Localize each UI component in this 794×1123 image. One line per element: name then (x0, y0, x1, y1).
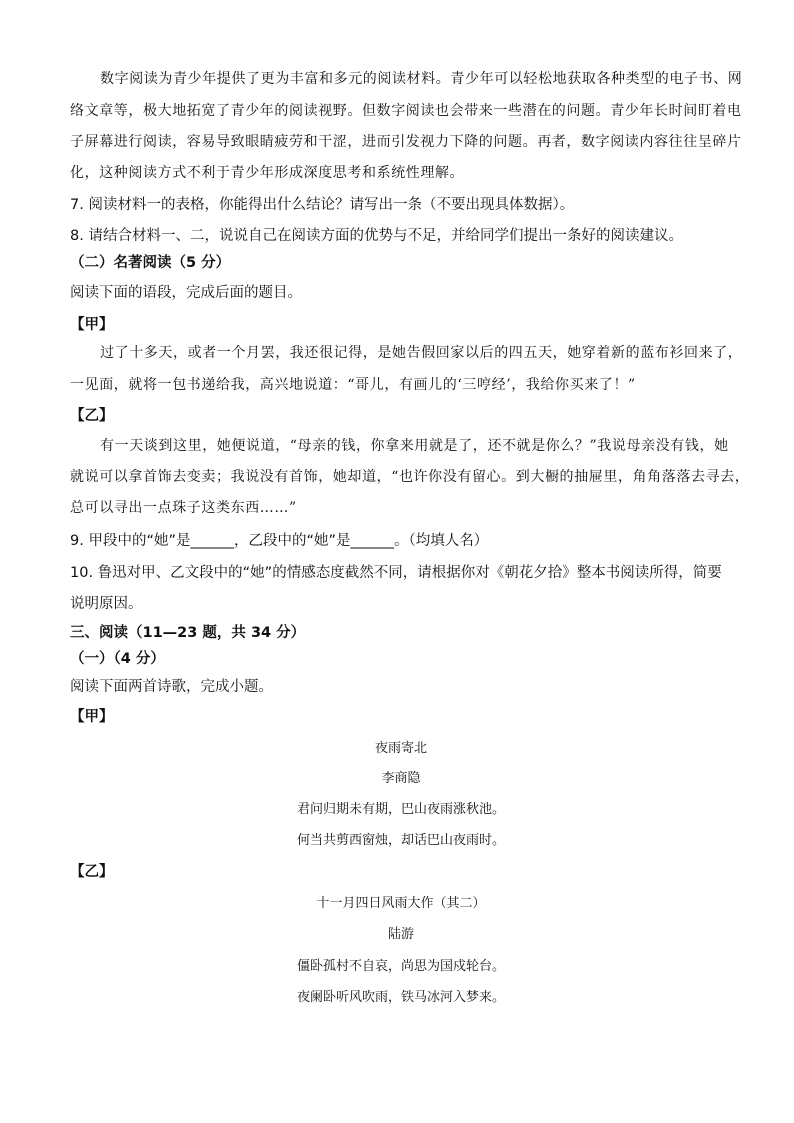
section-2-instruction: 阅读下面的语段，完成后面的题目。 (70, 285, 302, 301)
jia-label: 【甲】 (70, 317, 114, 333)
poem-2-line-2: 夜阑卧听风吹雨，铁马冰河入梦来。 (296, 990, 505, 1005)
section-3-instruction: 阅读下面两首诗歌，完成小题。 (70, 679, 273, 695)
question-9: 9. 甲段中的“她”是______，乙段中的“她”是______。（均填人名） (70, 533, 489, 549)
poem-1-title: 夜雨寄北 (374, 741, 427, 756)
yi-passage-line-1: 有一天谈到这里，她便说道，“母亲的钱，你拿来用就是了，还不就是你么？”我说母亲没有钱，她 (100, 438, 729, 454)
yi-passage-line-3: 总可以寻出一点珠子这类东西……” (70, 500, 297, 516)
question-10-line-2: 说明原因。 (70, 596, 143, 612)
jia-passage-line-2: 一见面，就将一包书递给我，高兴地说道：“哥儿，有画儿的‘三哼经’，我给你买来了！” (70, 377, 636, 393)
poem-yi-label: 【乙】 (70, 864, 114, 880)
question-8: 8. 请结合材料一、二，说说自己在阅读方面的优势与不足，并给同学们提出一条好的阅读建议。 (70, 228, 683, 244)
material-line-4: 化，这种阅读方式不利于青少年形成深度思考和系统性理解。 (70, 165, 465, 181)
section-2-heading: （二）名著阅读（5 分） (70, 255, 231, 271)
question-7: 7. 阅读材料一的表格，你能得出什么结论？请写出一条（不要出现具体数据）。 (70, 197, 575, 213)
question-10-line-1: 10. 鲁迅对甲、乙文段中的“她”的情感态度截然不同，请根据你对《朝花夕拾》整本书阅读所得，简要 (70, 565, 722, 581)
poem-2-title: 十一月四日风雨大作（其二） (316, 896, 486, 911)
material-line-3: 子屏幕进行阅读，容易导致眼睛疲劳和干涩，进而引发视力下降的问题。再者，数字阅读内容往往呈碎片 (70, 134, 742, 150)
yi-label: 【乙】 (70, 408, 114, 424)
poem-jia-label: 【甲】 (70, 709, 114, 725)
poem-1-line-2: 何当共剪西窗烛，却话巴山夜雨时。 (296, 833, 505, 848)
poem-2-line-1: 僵卧孤村不自哀，尚思为国戍轮台。 (296, 959, 505, 974)
poem-2-author: 陆游 (387, 927, 414, 942)
section-3-subheading: （一）（4 分） (70, 651, 165, 667)
section-3-heading: 三、阅读（11—23 题，共 34 分） (70, 625, 306, 641)
poem-1-author: 李商隐 (381, 771, 421, 786)
yi-passage-line-2: 就说可以拿首饰去变卖；我说没有首饰，她却道，“也许你没有留心。到大橱的抽屉里，角角落落去寻去， (70, 469, 750, 485)
jia-passage-line-1: 过了十多天，或者一个月罢，我还很记得，是她告假回家以后的四五天，她穿着新的蓝布衫回来了， (100, 345, 743, 361)
material-line-2: 络文章等，极大地拓宽了青少年的阅读视野。但数字阅读也会带来一些潜在的问题。青少年长时间盯着电 (70, 103, 742, 119)
poem-1-line-1: 君问归期未有期，巴山夜雨涨秋池。 (296, 802, 505, 817)
material-line-1: 数字阅读为青少年提供了更为丰富和多元的阅读材料。青少年可以轻松地获取各种类型的电子书、网 (100, 71, 743, 87)
